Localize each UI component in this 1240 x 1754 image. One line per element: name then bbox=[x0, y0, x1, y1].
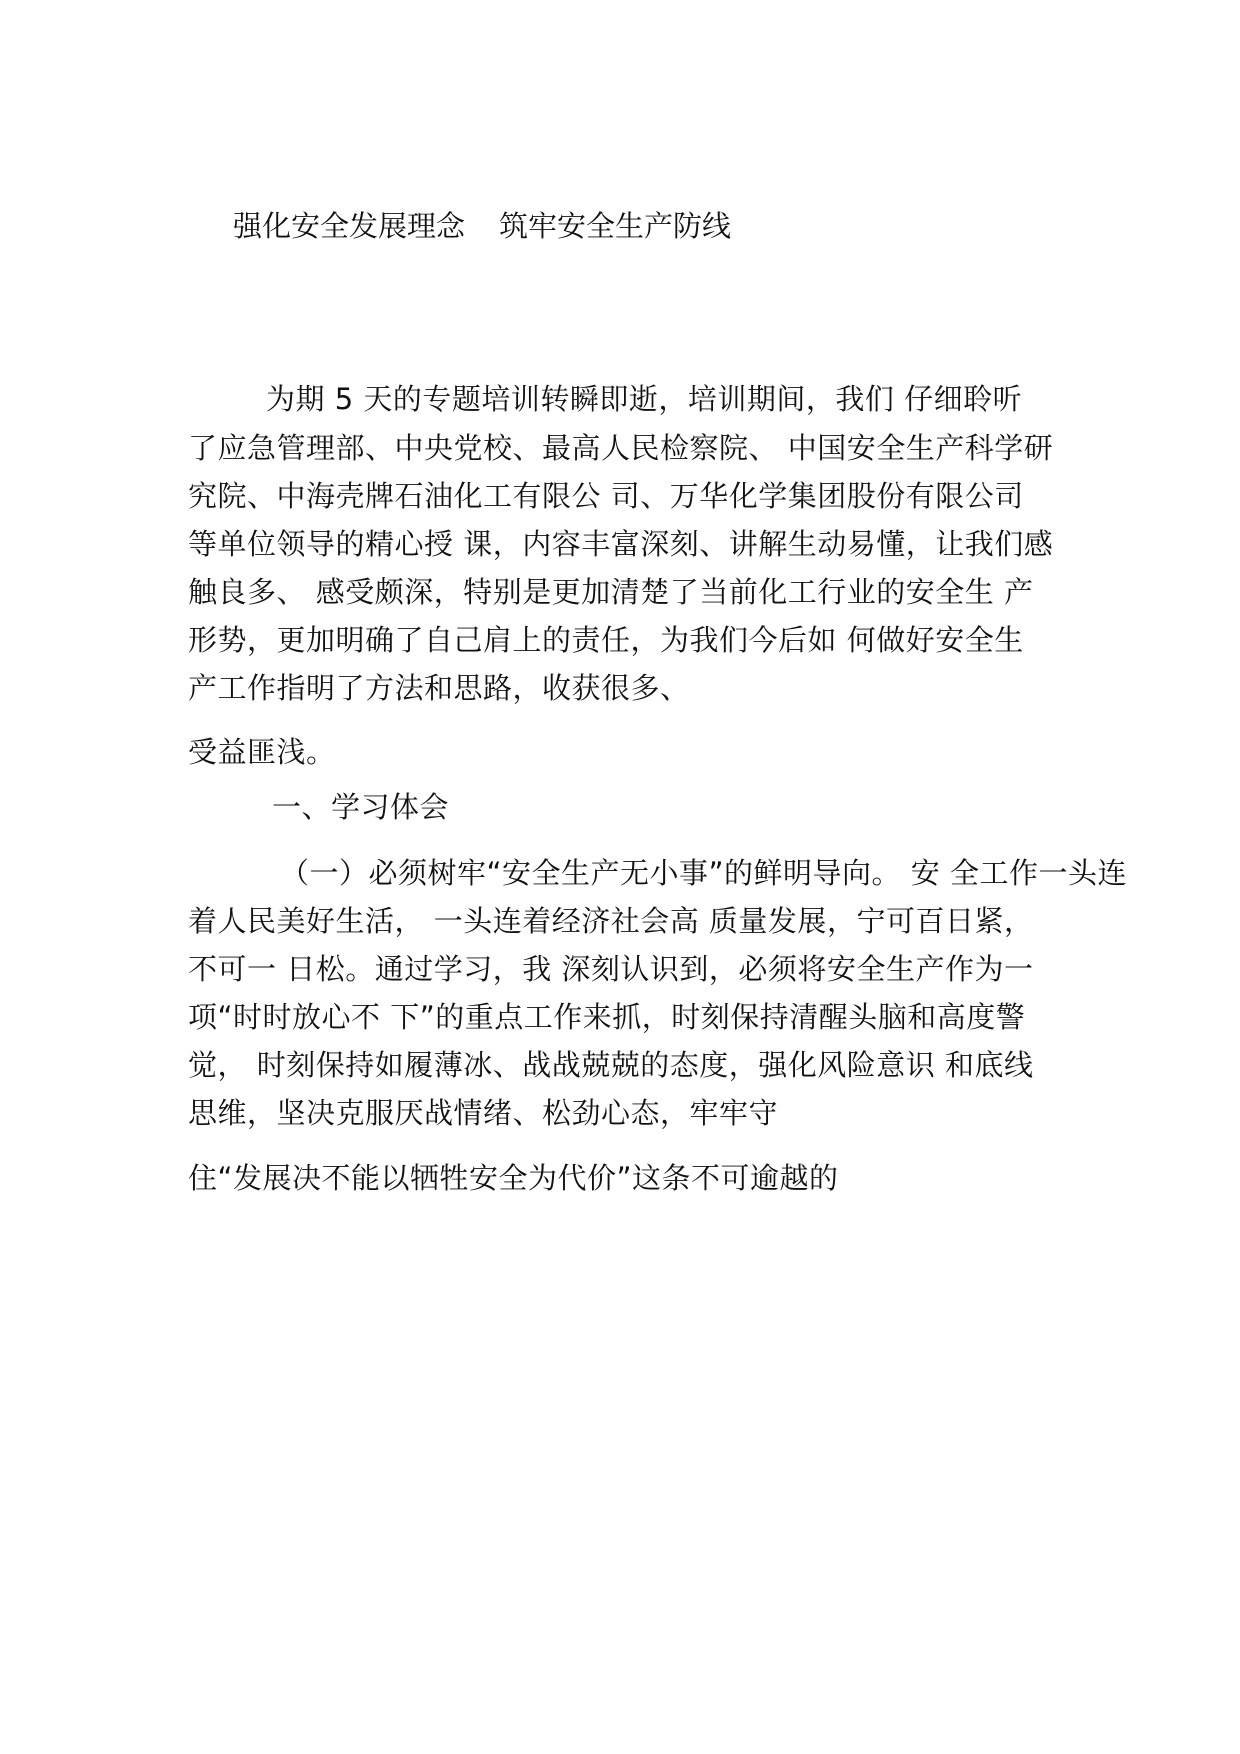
paragraph-2-line-6: 思维，坚决克服厌战情绪、松劲心态，牢牢守 bbox=[188, 1096, 779, 1130]
paragraph-2-line-2: 着人民美好生活， 一头连着经济社会高 质量发展，宁可百日紧， bbox=[188, 904, 1034, 938]
document-title bbox=[233, 208, 731, 244]
title-part-1: 强化安全发展理念 bbox=[233, 209, 466, 243]
paragraph-1-line-7: 产工作指明了方法和思路，收获很多、 bbox=[188, 671, 690, 705]
paragraph-2-line-4: 项“时时放心不 下”的重点工作来抓，时刻保持清醒头脑和高度警 bbox=[188, 1000, 1026, 1034]
paragraph-1-tail: 受益匪浅。 bbox=[188, 735, 336, 769]
paragraph-1-line-6: 形势，更加明确了自己肩上的责任，为我们今后如 何做好安全生 bbox=[188, 623, 1024, 657]
paragraph-2-line-3: 不可一 日松。通过学习，我 深刻认识到，必须将安全生产作为一 bbox=[188, 952, 1034, 986]
paragraph-2-tail: 住“发展决不能以牺牲安全为代价”这条不可逾越的 bbox=[188, 1161, 839, 1195]
title-part-2: 筑牢安全生产防线 bbox=[499, 209, 732, 243]
paragraph-1-line-2: 了应急管理部、中央党校、最高人民检察院、 中国安全生产科学研 bbox=[188, 431, 1054, 465]
paragraph-1-line-1: 为期 5 天的专题培训转瞬即逝，培训期间，我们 仔细聆听 bbox=[266, 382, 1023, 416]
section-heading: 一、学习体会 bbox=[272, 790, 450, 824]
paragraph-1-line-4: 等单位领导的精心授 课，内容丰富深刻、讲解生动易懂，让我们感 bbox=[188, 527, 1054, 561]
paragraph-1-line-5: 触良多、 感受颇深，特别是更加清楚了当前化工行业的安全生 产 bbox=[188, 575, 1034, 609]
paragraph-1-line-3: 究院、中海壳牌石油化工有限公 司、万华化学集团股份有限公司 bbox=[188, 479, 1024, 513]
paragraph-2-line-1: （一）必须树牢“安全生产无小事”的鲜明导向。 安 全工作一头连 bbox=[280, 856, 1127, 890]
paragraph-2-line-5: 觉， 时刻保持如履薄冰、战战兢兢的态度，强化风险意识 和底线 bbox=[188, 1048, 1034, 1082]
